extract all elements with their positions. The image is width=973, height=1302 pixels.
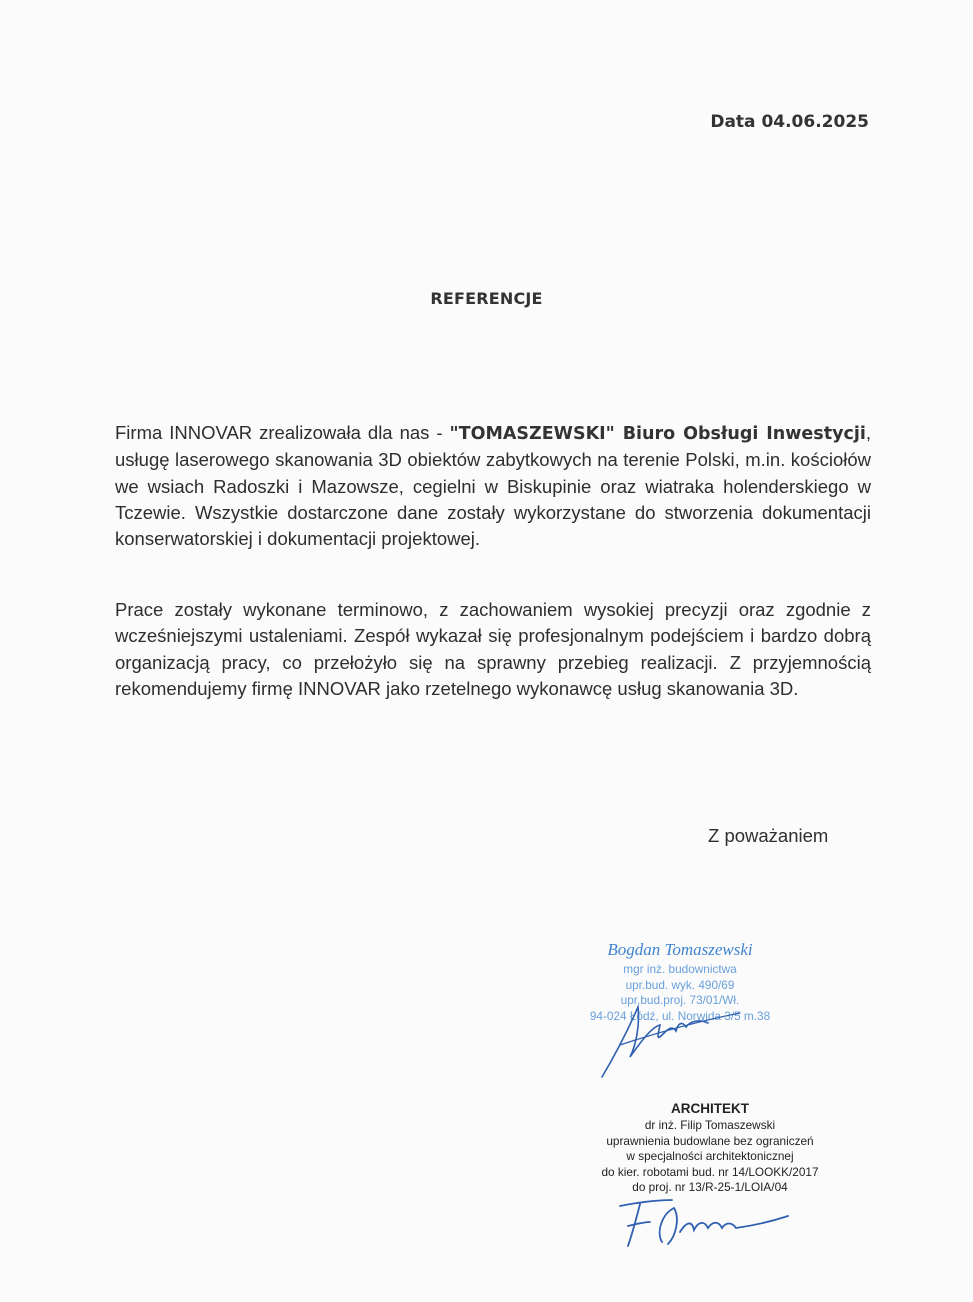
paragraph-1-intro: Firma INNOVAR zrealizowała dla nas - xyxy=(115,422,450,443)
paragraph-2: Prace zostały wykonane terminowo, z zachowaniem wysokiej precyzji oraz zgodnie z wcześniejszymi ustaleniami. Zespół wykazał się profesjonalnym podejściem i bardzo dobrą organizacją pracy, co przełożyło się na sprawny przebieg realizacji. Z przyjemnością rekomendujemy firmę INNOVAR jako rzetelnego wykonawcę usług skanowania 3D. xyxy=(115,599,871,699)
architect-stamp-line: do proj. nr 13/R-25-1/LOIA/04 xyxy=(632,1180,788,1194)
company-name: "TOMASZEWSKI" Biuro Obsługi Inwestycji xyxy=(449,424,866,444)
paragraph-1-rest: , usługę laserowego skanowania 3D obiektów zabytkowych na terenie Polski, m.in. kościołów we wsiach Radoszki i Mazowsze, cegielni w Biskupinie oraz wiatraka holenderskiego w Tczewie. Wszystkie dostarczone dane zostały wykorzystane do stworzenia dokumentacji konserwatorskiej i dokumentacji projektowej. xyxy=(115,422,872,550)
engineer-stamp-name: Bogdan Tomaszewski xyxy=(607,940,753,959)
document-title: REFERENCJE xyxy=(430,289,543,308)
architect-stamp-line: uprawnienia budowlane bez ograniczeń xyxy=(606,1133,814,1148)
architect-stamp-line: w specjalności architektonicznej xyxy=(626,1149,794,1163)
engineer-signature xyxy=(590,995,790,1085)
architect-stamp-heading: ARCHITEKT xyxy=(671,1101,749,1116)
closing-phrase: Z poważaniem xyxy=(708,825,829,846)
architect-stamp xyxy=(560,1101,860,1196)
engineer-stamp-line: 94-024 Łódź, ul. Norwida 3/5 m.38 xyxy=(589,1008,771,1023)
architect-stamp-line: dr inż. Filip Tomaszewski xyxy=(644,1118,776,1132)
engineer-stamp-line: upr.bud.proj. 73/01/Wł. xyxy=(620,993,740,1007)
architect-signature xyxy=(610,1192,800,1254)
engineer-stamp-line: upr.bud. wyk. 490/69 xyxy=(625,977,735,992)
letter-date: Data 04.06.2025 xyxy=(710,112,869,132)
paragraph-1 xyxy=(115,420,871,552)
architect-stamp-line: do kier. robotami bud. nr 14/LOOKK/2017 xyxy=(601,1164,819,1179)
engineer-stamp-line: mgr inż. budownictwa xyxy=(623,962,737,976)
